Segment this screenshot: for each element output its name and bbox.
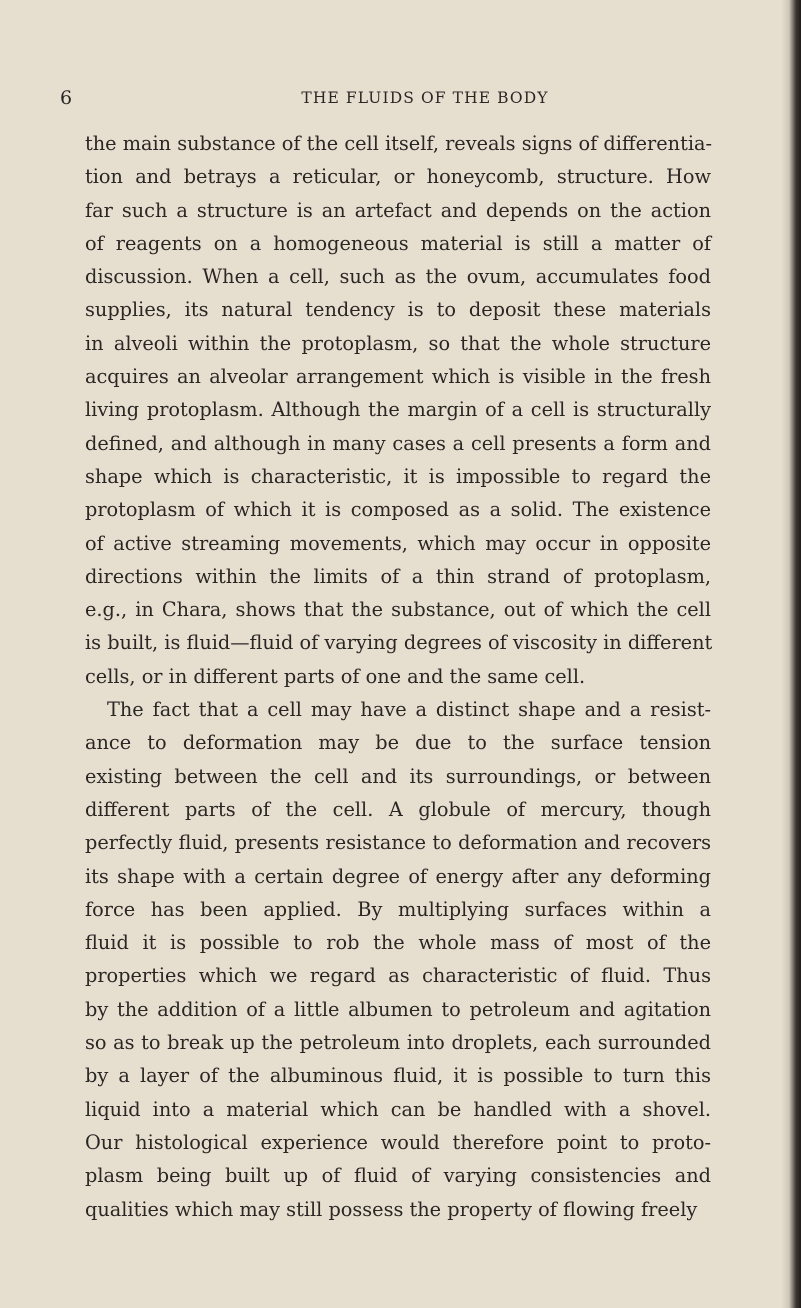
text-line: liquid into a material which can be handled with a shovel. xyxy=(85,1097,711,1121)
text-line: supplies, its natural tendency is to deposit these materials xyxy=(85,298,711,322)
text-line: perfectly fluid, presents resistance to deformation and recovers xyxy=(85,831,711,855)
text-line: in alveoli within the protoplasm, so that the whole structure xyxy=(85,331,711,355)
text-line: e.g., in Chara, shows that the substance, out of which the cell xyxy=(85,598,711,622)
text-line: its shape with a certain degree of energy after any deforming xyxy=(85,864,711,888)
text-line: qualities which may still possess the property of flowing freely xyxy=(85,1197,698,1221)
text-line: Our histological experience would therefore point to proto- xyxy=(85,1130,711,1154)
text-line: ance to deformation may be due to the surface tension xyxy=(85,731,711,755)
text-line: protoplasm of which it is composed as a solid. The existence xyxy=(85,498,711,522)
text-line: so as to break up the petroleum into droplets, each surrounded xyxy=(85,1031,711,1055)
page-edge-shadow xyxy=(781,0,801,1308)
text-line: living protoplasm. Although the margin of a cell is structurally xyxy=(85,398,711,422)
text-line: The fact that a cell may have a distinct shape and a resist- xyxy=(107,698,711,722)
body-text xyxy=(85,127,711,1226)
text-line: plasm being built up of fluid of varying consistencies and xyxy=(85,1164,711,1188)
text-line: acquires an alveolar arrangement which is visible in the fresh xyxy=(85,365,711,389)
text-line: defined, and although in many cases a cell presents a form and xyxy=(85,431,711,455)
text-line: far such a structure is an artefact and depends on the action xyxy=(85,198,711,222)
text-line: different parts of the cell. A globule of mercury, though xyxy=(85,797,711,821)
text-line: existing between the cell and its surroundings, or between xyxy=(85,764,711,788)
text-line: is built, is fluid—fluid of varying degrees of viscosity in different xyxy=(85,631,713,655)
text-line: by the addition of a little albumen to petroleum and agitation xyxy=(85,997,711,1021)
text-line: discussion. When a cell, such as the ovum, accumulates food xyxy=(85,265,711,289)
text-line: fluid it is possible to rob the whole mass of most of the xyxy=(85,931,711,955)
text-line: directions within the limits of a thin strand of protoplasm, xyxy=(85,564,711,588)
text-line: by a layer of the albuminous fluid, it is possible to turn this xyxy=(85,1064,711,1088)
running-title: THE FLUIDS OF THE BODY xyxy=(301,89,549,107)
text-line: force has been applied. By multiplying surfaces within a xyxy=(85,897,711,921)
text-line: tion and betrays a reticular, or honeycomb, structure. How xyxy=(85,165,711,189)
text-line: of reagents on a homogeneous material is still a matter of xyxy=(85,231,711,255)
page-header xyxy=(60,86,760,110)
text-line: properties which we regard as characteristic of fluid. Thus xyxy=(85,964,711,988)
text-line: shape which is characteristic, it is impossible to regard the xyxy=(85,464,711,488)
text-line: the main substance of the cell itself, reveals signs of differentia- xyxy=(85,132,713,155)
text-line: cells, or in different parts of one and the same cell. xyxy=(85,664,586,688)
text-line: of active streaming movements, which may occur in opposite xyxy=(85,531,711,555)
page-number: 6 xyxy=(60,87,73,109)
